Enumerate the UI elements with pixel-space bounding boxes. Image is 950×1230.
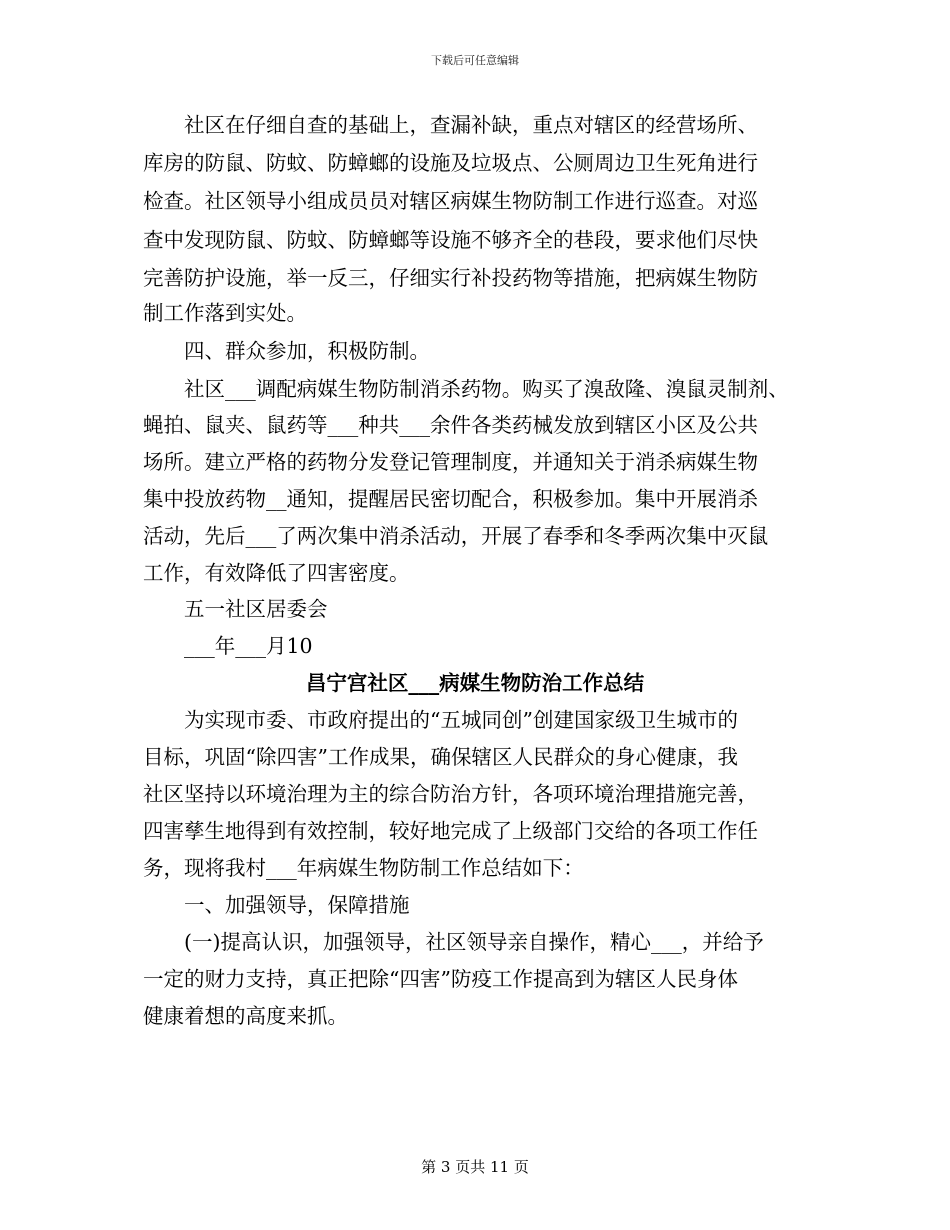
paragraph-line: 一定的财力支持，真正把除“四害”防疫工作提高到为辖区人民身体: [143, 967, 738, 991]
paragraph-line: 库房的防鼠、防蚊、防蟑螂的设施及垃圾点、公厕周边卫生死角进行: [143, 151, 758, 175]
paragraph-line: 目标，巩固“除四害”工作成果，确保辖区人民群众的身心健康，我: [143, 745, 738, 769]
paragraph-line: 检查。社区领导小组成员员对辖区病媒生物防制工作进行巡查。对巡: [143, 189, 758, 213]
paragraph-line: 制工作落到实处。: [143, 301, 307, 325]
section-heading: 四、群众参加，积极防制。: [184, 339, 430, 363]
paragraph-line: 完善防护设施，举一反三，仔细实行补投药物等措施，把病媒生物防: [143, 266, 758, 290]
paragraph-line: 为实现市委、市政府提出的“五城同创”创建国家级卫生城市的: [184, 708, 738, 732]
paragraph-line: 四害孳生地得到有效控制，较好地完成了上级部门交给的各项工作任: [143, 819, 758, 843]
page-number: 第 3 页共 11 页: [421, 1158, 529, 1176]
paragraph-line: 健康着想的高度来抓。: [143, 1004, 348, 1028]
section-heading: 一、加强领导，保障措施: [184, 893, 410, 917]
paragraph-line: 社区___调配病媒生物防制消杀药物。购买了溴敌隆、溴鼠灵制剂、: [184, 377, 789, 401]
paragraph-line: 集中投放药物__通知，提醒居民密切配合，积极参加。集中开展消杀: [143, 487, 758, 511]
paragraph-line: 场所。建立严格的药物分发登记管理制度，并通知关于消杀病媒生物: [143, 450, 758, 474]
page-header-note: 下载后可任意编辑: [431, 54, 519, 67]
paragraph-line: 社区坚持以环境治理为主的综合防治方针，各项环境治理措施完善，: [143, 782, 758, 806]
paragraph-line: 活动，先后___了两次集中消杀活动，开展了春季和冬季两次集中灭鼠: [143, 524, 769, 548]
paragraph-line: 务，现将我村___年病媒生物防制工作总结如下：: [143, 856, 584, 880]
signature-date: ___年___月10: [184, 634, 313, 658]
paragraph-line: 工作，有效降低了四害密度。: [143, 561, 410, 585]
paragraph-line: 蝇拍、鼠夹、鼠药等___种共___余件各类药械发放到辖区小区及公共: [143, 413, 758, 437]
document-title: 昌宁宫社区___病媒生物防治工作总结: [305, 671, 645, 695]
paragraph-line: 查中发现防鼠、防蚊、防蟑螂等设施不够齐全的巷段，要求他们尽快: [143, 228, 758, 252]
paragraph-line: (一)提高认识，加强领导，社区领导亲自操作，精心___，并给予: [184, 930, 764, 954]
signature-organization: 五一社区居委会: [184, 597, 328, 621]
paragraph-line: 社区在仔细自查的基础上，查漏补缺，重点对辖区的经营场所、: [184, 113, 758, 137]
